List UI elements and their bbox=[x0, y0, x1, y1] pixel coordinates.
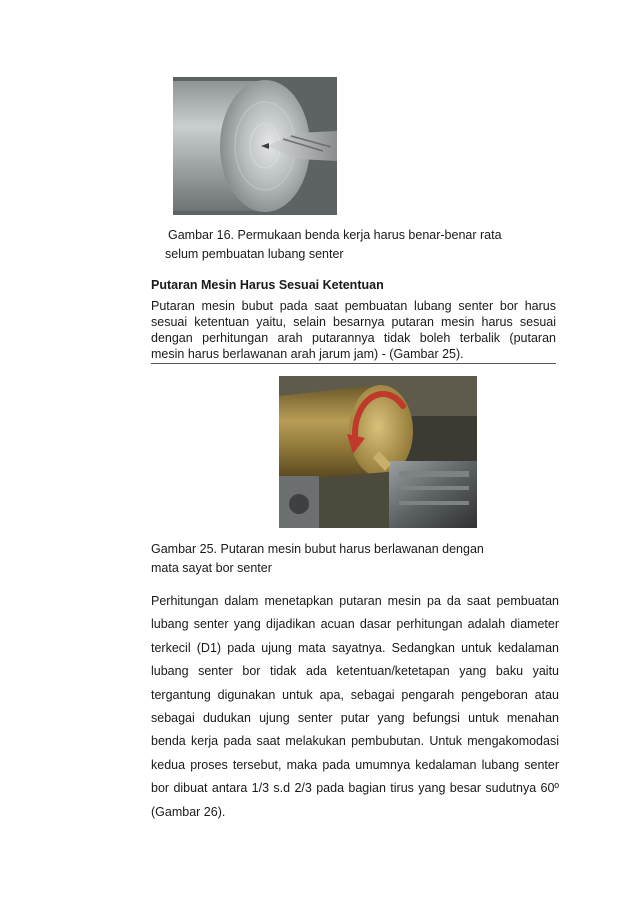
paragraph-line: mesin harus berlawanan arah jarum jam) - (Gambar 25). bbox=[151, 347, 464, 361]
body-line: bor dibuat antara 1/3 s.d 2/3 pada bagian tirus yang besar sudutnya 60º bbox=[151, 781, 559, 796]
paragraph-line: dengan perhitungan arah putarannya tidak boleh terbalik (putaran bbox=[151, 331, 556, 345]
figure-16-caption-line-2: selum pembuatan lubang senter bbox=[165, 247, 344, 261]
paragraph-line: Putaran mesin bubut pada saat pembuatan lubang senter bor harus bbox=[151, 299, 556, 313]
body-line: kedua proses tersebut, maka pada umumnya kedalaman lubang senter bbox=[151, 757, 559, 772]
body-line: terkecil (D1) pada ujung mata sayatnya. Sedangkan untuk kedalaman bbox=[151, 640, 559, 655]
body-line: Perhitungan dalam menetapkan putaran mesin pa da saat pembuatan bbox=[151, 594, 559, 608]
paragraph-line: sesuai ketentuan yaitu, selain besarnya putaran mesin harus sesuai bbox=[151, 315, 556, 329]
figure-16-caption-line-1: Gambar 16. Permukaan benda kerja harus benar-benar rata bbox=[168, 228, 502, 242]
body-line: tergantung digunakan untuk apa, sebagai pengarah pengeboran atau bbox=[151, 687, 559, 702]
body-paragraph bbox=[151, 590, 559, 824]
figure-25-photo bbox=[279, 376, 477, 528]
body-line: lubang senter bor tidak ada ketentuan/ketetapan yang baku yaitu bbox=[151, 664, 559, 679]
body-line: (Gambar 26). bbox=[151, 804, 226, 819]
body-line: sebagai dudukan ujung senter putar yang befungsi untuk menahan bbox=[151, 711, 559, 726]
section-heading: Putaran Mesin Harus Sesuai Ketentuan bbox=[151, 278, 384, 292]
body-line: lubang senter yang dijadikan acuan dasar perhitungan adalah diameter bbox=[151, 617, 559, 632]
section-paragraph bbox=[151, 298, 556, 364]
figure-25-caption-line-1: Gambar 25. Putaran mesin bubut harus berlawanan dengan bbox=[151, 542, 484, 556]
figure-16-photo bbox=[173, 77, 337, 215]
body-line: benda kerja pada saat melakukan pembubutan. Untuk mengakomodasi bbox=[151, 734, 559, 749]
figure-25-caption-line-2: mata sayat bor senter bbox=[151, 561, 272, 575]
